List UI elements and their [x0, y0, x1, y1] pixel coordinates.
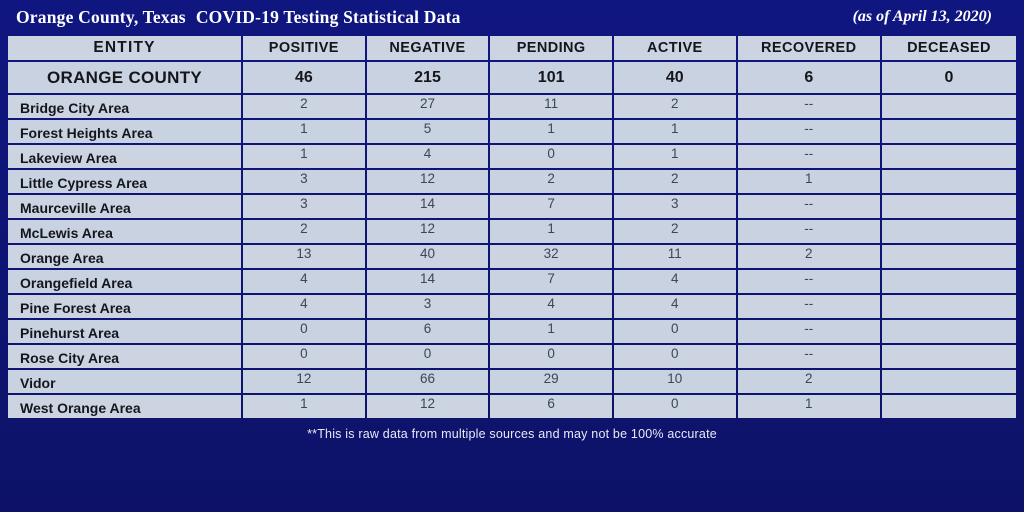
column-header-negative: NEGATIVE	[367, 36, 489, 60]
total-recovered: 6	[738, 62, 880, 93]
row-negative: 5	[367, 120, 489, 143]
column-header-pending: PENDING	[490, 36, 612, 60]
table-row	[8, 95, 1016, 118]
row-recovered: --	[738, 295, 880, 318]
row-positive: 0	[243, 345, 365, 368]
row-entity: Rose City Area	[8, 345, 241, 368]
row-entity: Pinehurst Area	[8, 320, 241, 343]
column-header-positive: POSITIVE	[243, 36, 365, 60]
row-recovered: --	[738, 145, 880, 168]
row-deceased	[882, 395, 1016, 418]
row-positive: 1	[243, 395, 365, 418]
row-entity: McLewis Area	[8, 220, 241, 243]
row-deceased	[882, 295, 1016, 318]
row-deceased	[882, 320, 1016, 343]
row-pending: 0	[490, 345, 612, 368]
row-pending: 1	[490, 120, 612, 143]
table-row	[8, 320, 1016, 343]
row-negative: 3	[367, 295, 489, 318]
row-negative: 40	[367, 245, 489, 268]
row-positive: 1	[243, 145, 365, 168]
row-entity: Forest Heights Area	[8, 120, 241, 143]
row-recovered: 2	[738, 370, 880, 393]
table-header-row	[8, 36, 1016, 60]
row-pending: 29	[490, 370, 612, 393]
row-entity: Orange Area	[8, 245, 241, 268]
row-active: 1	[614, 145, 736, 168]
row-pending: 32	[490, 245, 612, 268]
row-deceased	[882, 270, 1016, 293]
row-active: 3	[614, 195, 736, 218]
row-entity: Pine Forest Area	[8, 295, 241, 318]
table-row	[8, 120, 1016, 143]
row-negative: 6	[367, 320, 489, 343]
table-row	[8, 245, 1016, 268]
row-active: 0	[614, 345, 736, 368]
row-pending: 1	[490, 320, 612, 343]
row-active: 11	[614, 245, 736, 268]
row-pending: 11	[490, 95, 612, 118]
row-deceased	[882, 345, 1016, 368]
row-recovered: --	[738, 320, 880, 343]
row-positive: 0	[243, 320, 365, 343]
row-positive: 1	[243, 120, 365, 143]
row-entity: Orangefield Area	[8, 270, 241, 293]
row-negative: 66	[367, 370, 489, 393]
row-pending: 2	[490, 170, 612, 193]
table-row	[8, 195, 1016, 218]
row-deceased	[882, 195, 1016, 218]
row-negative: 12	[367, 170, 489, 193]
row-recovered: --	[738, 270, 880, 293]
table-row	[8, 345, 1016, 368]
total-positive: 46	[243, 62, 365, 93]
row-positive: 13	[243, 245, 365, 268]
column-header-active: ACTIVE	[614, 36, 736, 60]
row-active: 2	[614, 95, 736, 118]
row-positive: 3	[243, 195, 365, 218]
row-recovered: --	[738, 195, 880, 218]
table-container	[0, 34, 1024, 441]
row-active: 0	[614, 395, 736, 418]
row-entity: Vidor	[8, 370, 241, 393]
row-recovered: --	[738, 120, 880, 143]
row-deceased	[882, 170, 1016, 193]
column-header-entity: ENTITY	[8, 36, 241, 60]
table-row	[8, 220, 1016, 243]
row-entity: Lakeview Area	[8, 145, 241, 168]
row-negative: 27	[367, 95, 489, 118]
row-positive: 4	[243, 270, 365, 293]
row-recovered: 1	[738, 395, 880, 418]
row-active: 2	[614, 220, 736, 243]
table-row	[8, 170, 1016, 193]
total-entity-label: ORANGE COUNTY	[8, 62, 241, 93]
total-negative: 215	[367, 62, 489, 93]
total-active: 40	[614, 62, 736, 93]
row-negative: 12	[367, 395, 489, 418]
row-positive: 2	[243, 220, 365, 243]
row-negative: 4	[367, 145, 489, 168]
row-pending: 7	[490, 195, 612, 218]
page-title	[16, 7, 461, 28]
covid-statistics-table	[6, 34, 1018, 420]
row-entity: Little Cypress Area	[8, 170, 241, 193]
row-positive: 3	[243, 170, 365, 193]
row-negative: 14	[367, 270, 489, 293]
table-row-total	[8, 62, 1016, 93]
row-active: 1	[614, 120, 736, 143]
row-recovered: --	[738, 95, 880, 118]
row-entity: West Orange Area	[8, 395, 241, 418]
row-deceased	[882, 220, 1016, 243]
row-recovered: --	[738, 345, 880, 368]
row-pending: 4	[490, 295, 612, 318]
row-positive: 2	[243, 95, 365, 118]
column-header-deceased: DECEASED	[882, 36, 1016, 60]
row-deceased	[882, 245, 1016, 268]
county-title: Orange County, Texas	[16, 6, 186, 27]
total-deceased: 0	[882, 62, 1016, 93]
row-deceased	[882, 95, 1016, 118]
row-pending: 1	[490, 220, 612, 243]
row-active: 10	[614, 370, 736, 393]
row-deceased	[882, 145, 1016, 168]
column-header-recovered: RECOVERED	[738, 36, 880, 60]
row-positive: 12	[243, 370, 365, 393]
disclaimer-note: **This is raw data from multiple sources and may not be 100% accurate	[307, 427, 717, 441]
row-recovered: 2	[738, 245, 880, 268]
row-active: 2	[614, 170, 736, 193]
table-row	[8, 270, 1016, 293]
total-pending: 101	[490, 62, 612, 93]
row-entity: Maurceville Area	[8, 195, 241, 218]
row-pending: 6	[490, 395, 612, 418]
row-pending: 7	[490, 270, 612, 293]
row-negative: 0	[367, 345, 489, 368]
table-row	[8, 370, 1016, 393]
row-deceased	[882, 120, 1016, 143]
row-active: 4	[614, 295, 736, 318]
page-header	[0, 0, 1024, 34]
table-row	[8, 395, 1016, 418]
row-negative: 12	[367, 220, 489, 243]
table-row	[8, 295, 1016, 318]
row-entity: Bridge City Area	[8, 95, 241, 118]
table-row	[8, 145, 1016, 168]
row-recovered: 1	[738, 170, 880, 193]
table-body	[8, 62, 1016, 418]
row-recovered: --	[738, 220, 880, 243]
as-of-date: (as of April 13, 2020)	[852, 8, 992, 25]
row-positive: 4	[243, 295, 365, 318]
row-negative: 14	[367, 195, 489, 218]
row-active: 4	[614, 270, 736, 293]
row-pending: 0	[490, 145, 612, 168]
row-deceased	[882, 370, 1016, 393]
row-active: 0	[614, 320, 736, 343]
report-subtitle: COVID-19 Testing Statistical Data	[195, 6, 461, 27]
